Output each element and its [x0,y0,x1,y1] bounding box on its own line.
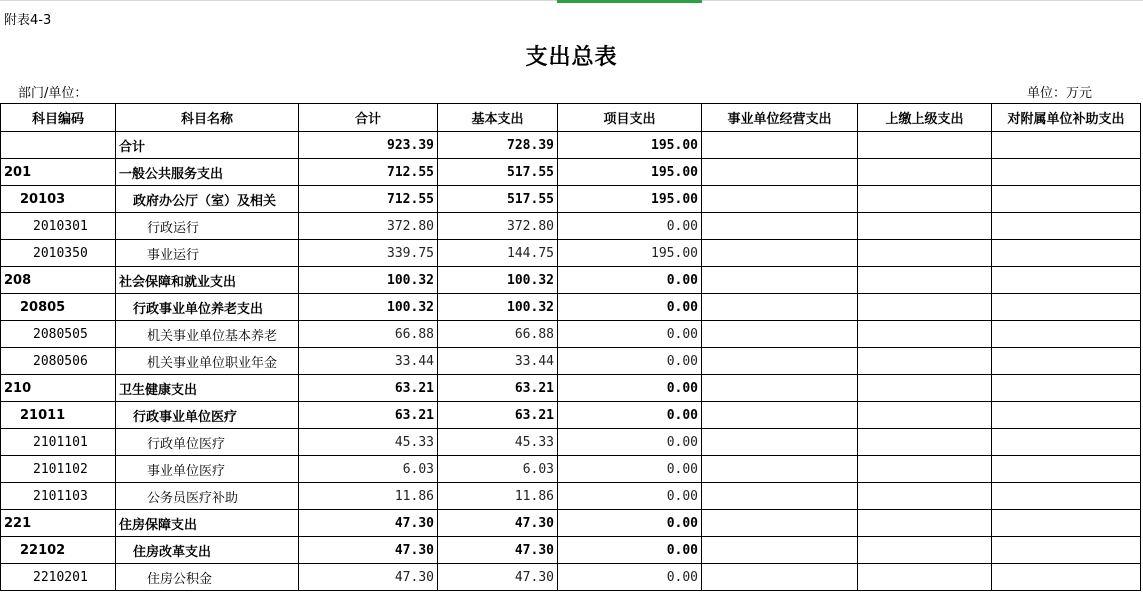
cell-name[interactable]: 公务员医疗补助 [116,483,299,510]
table-row [1,267,1141,294]
cell-basic[interactable]: 728.39 [438,132,558,159]
column-header-subsidy[interactable]: 对附属单位补助支出 [992,104,1141,132]
attachment-label: 附表4-3 [4,13,52,28]
cell-business[interactable] [702,510,858,537]
active-tab-indicator [557,0,702,3]
cell-remit[interactable] [858,240,992,267]
cell-basic[interactable]: 517.55 [438,186,558,213]
cell-business[interactable] [702,564,858,591]
cell-remit[interactable] [858,375,992,402]
cell-basic[interactable]: 11.86 [438,483,558,510]
cell-business[interactable] [702,132,858,159]
cell-project[interactable]: 0.00 [558,267,702,294]
cell-remit[interactable] [858,294,992,321]
cell-total[interactable]: 100.32 [299,294,438,321]
cell-project[interactable]: 195.00 [558,240,702,267]
cell-business[interactable] [702,294,858,321]
table-body [1,132,1141,591]
cell-subsidy[interactable] [992,429,1141,456]
cell-business[interactable] [702,348,858,375]
cell-name[interactable]: 合计 [116,132,299,159]
cell-name[interactable]: 政府办公厅（室）及相关 [116,186,299,213]
cell-remit[interactable] [858,429,992,456]
cell-total[interactable]: 47.30 [299,510,438,537]
table-row [1,510,1141,537]
unit-label: 单位：万元 [1027,86,1093,101]
cell-business[interactable] [702,483,858,510]
table-row [1,456,1141,483]
cell-basic[interactable]: 144.75 [438,240,558,267]
cell-project[interactable]: 0.00 [558,402,702,429]
cell-subsidy[interactable] [992,537,1141,564]
cell-business[interactable] [702,429,858,456]
expenditure-table [0,103,1141,591]
cell-remit[interactable] [858,267,992,294]
table-row [1,429,1141,456]
cell-code[interactable]: 2080505 [1,321,116,348]
cell-business[interactable] [702,456,858,483]
cell-subsidy[interactable] [992,375,1141,402]
cell-total[interactable]: 6.03 [299,456,438,483]
cell-name[interactable]: 住房公积金 [116,564,299,591]
cell-code[interactable] [1,132,116,159]
cell-code[interactable]: 210 [1,375,116,402]
cell-total[interactable]: 33.44 [299,348,438,375]
cell-subsidy[interactable] [992,348,1141,375]
cell-business[interactable] [702,402,858,429]
cell-name[interactable]: 卫生健康支出 [116,375,299,402]
cell-name[interactable]: 行政单位医疗 [116,429,299,456]
cell-name[interactable]: 机关事业单位职业年金 [116,348,299,375]
column-header-basic[interactable]: 基本支出 [438,104,558,132]
cell-basic[interactable]: 517.55 [438,159,558,186]
cell-remit[interactable] [858,402,992,429]
cell-business[interactable] [702,537,858,564]
cell-code[interactable]: 201 [1,159,116,186]
cell-project[interactable]: 0.00 [558,321,702,348]
column-header-project[interactable]: 项目支出 [558,104,702,132]
cell-business[interactable] [702,186,858,213]
cell-total[interactable]: 63.21 [299,375,438,402]
cell-basic[interactable]: 63.21 [438,375,558,402]
cell-remit[interactable] [858,348,992,375]
cell-business[interactable] [702,375,858,402]
cell-remit[interactable] [858,510,992,537]
cell-project[interactable]: 0.00 [558,564,702,591]
table-row [1,132,1141,159]
cell-basic[interactable]: 33.44 [438,348,558,375]
cell-remit[interactable] [858,159,992,186]
cell-business[interactable] [702,159,858,186]
column-header-code[interactable]: 科目编码 [1,104,116,132]
cell-code[interactable]: 2101102 [1,456,116,483]
cell-project[interactable]: 195.00 [558,132,702,159]
cell-business[interactable] [702,267,858,294]
cell-project[interactable]: 0.00 [558,537,702,564]
cell-subsidy[interactable] [992,240,1141,267]
cell-code[interactable]: 208 [1,267,116,294]
cell-name[interactable]: 行政事业单位医疗 [116,402,299,429]
cell-remit[interactable] [858,456,992,483]
cell-business[interactable] [702,240,858,267]
cell-code[interactable]: 22102 [1,537,116,564]
cell-total[interactable]: 47.30 [299,564,438,591]
table-row [1,564,1141,591]
cell-remit[interactable] [858,213,992,240]
cell-subsidy[interactable] [992,510,1141,537]
cell-basic[interactable]: 47.30 [438,510,558,537]
cell-total[interactable]: 339.75 [299,240,438,267]
cell-name[interactable]: 社会保障和就业支出 [116,267,299,294]
cell-remit[interactable] [858,321,992,348]
cell-subsidy[interactable] [992,483,1141,510]
table-row [1,159,1141,186]
cell-name[interactable]: 机关事业单位基本养老 [116,321,299,348]
cell-subsidy[interactable] [992,159,1141,186]
cell-project[interactable]: 0.00 [558,456,702,483]
page-title: 支出总表 [525,45,618,70]
cell-remit[interactable] [858,564,992,591]
cell-name[interactable]: 行政事业单位养老支出 [116,294,299,321]
column-header-remit[interactable]: 上缴上级支出 [858,104,992,132]
table-row [1,402,1141,429]
cell-basic[interactable]: 372.80 [438,213,558,240]
table-row [1,240,1141,267]
cell-remit[interactable] [858,132,992,159]
cell-subsidy[interactable] [992,564,1141,591]
department-label: 部门/单位： [18,86,88,101]
cell-project[interactable]: 0.00 [558,375,702,402]
column-header-name[interactable]: 科目名称 [116,104,299,132]
cell-code[interactable]: 2080506 [1,348,116,375]
cell-code[interactable]: 2101103 [1,483,116,510]
cell-basic[interactable]: 47.30 [438,564,558,591]
cell-project[interactable]: 0.00 [558,483,702,510]
cell-total[interactable]: 63.21 [299,402,438,429]
cell-subsidy[interactable] [992,267,1141,294]
cell-name[interactable]: 一般公共服务支出 [116,159,299,186]
cell-remit[interactable] [858,186,992,213]
cell-total[interactable]: 45.33 [299,429,438,456]
cell-subsidy[interactable] [992,402,1141,429]
table-row [1,321,1141,348]
cell-project[interactable]: 0.00 [558,348,702,375]
table-row [1,375,1141,402]
cell-code[interactable]: 2210201 [1,564,116,591]
cell-total[interactable]: 712.55 [299,186,438,213]
cell-code[interactable]: 2010301 [1,213,116,240]
cell-subsidy[interactable] [992,321,1141,348]
cell-project[interactable]: 0.00 [558,294,702,321]
cell-total[interactable]: 100.32 [299,267,438,294]
cell-total[interactable]: 923.39 [299,132,438,159]
cell-total[interactable]: 712.55 [299,159,438,186]
cell-business[interactable] [702,321,858,348]
table-row [1,537,1141,564]
cell-code[interactable]: 2010350 [1,240,116,267]
cell-basic[interactable]: 100.32 [438,294,558,321]
column-header-business[interactable]: 事业单位经营支出 [702,104,858,132]
cell-total[interactable]: 47.30 [299,537,438,564]
cell-code[interactable]: 20805 [1,294,116,321]
cell-business[interactable] [702,213,858,240]
cell-basic[interactable]: 45.33 [438,429,558,456]
cell-name[interactable]: 事业运行 [116,240,299,267]
cell-basic[interactable]: 63.21 [438,402,558,429]
cell-name[interactable]: 事业单位医疗 [116,456,299,483]
cell-total[interactable]: 66.88 [299,321,438,348]
cell-project[interactable]: 195.00 [558,186,702,213]
cell-basic[interactable]: 100.32 [438,267,558,294]
cell-subsidy[interactable] [992,186,1141,213]
cell-name[interactable]: 住房保障支出 [116,510,299,537]
cell-subsidy[interactable] [992,456,1141,483]
cell-remit[interactable] [858,537,992,564]
cell-subsidy[interactable] [992,213,1141,240]
table-row [1,483,1141,510]
table-row [1,294,1141,321]
table-row [1,186,1141,213]
cell-total[interactable]: 11.86 [299,483,438,510]
cell-basic[interactable]: 47.30 [438,537,558,564]
cell-basic[interactable]: 6.03 [438,456,558,483]
cell-project[interactable]: 0.00 [558,213,702,240]
cell-basic[interactable]: 66.88 [438,321,558,348]
cell-subsidy[interactable] [992,132,1141,159]
cell-project[interactable]: 195.00 [558,159,702,186]
cell-code[interactable]: 221 [1,510,116,537]
cell-code[interactable]: 2101101 [1,429,116,456]
cell-code[interactable]: 20103 [1,186,116,213]
cell-remit[interactable] [858,483,992,510]
cell-project[interactable]: 0.00 [558,510,702,537]
table-row [1,213,1141,240]
cell-name[interactable]: 行政运行 [116,213,299,240]
table-row [1,348,1141,375]
cell-name[interactable]: 住房改革支出 [116,537,299,564]
column-header-total[interactable]: 合计 [299,104,438,132]
cell-subsidy[interactable] [992,294,1141,321]
cell-total[interactable]: 372.80 [299,213,438,240]
cell-project[interactable]: 0.00 [558,429,702,456]
cell-code[interactable]: 21011 [1,402,116,429]
table-header-row [1,104,1141,132]
